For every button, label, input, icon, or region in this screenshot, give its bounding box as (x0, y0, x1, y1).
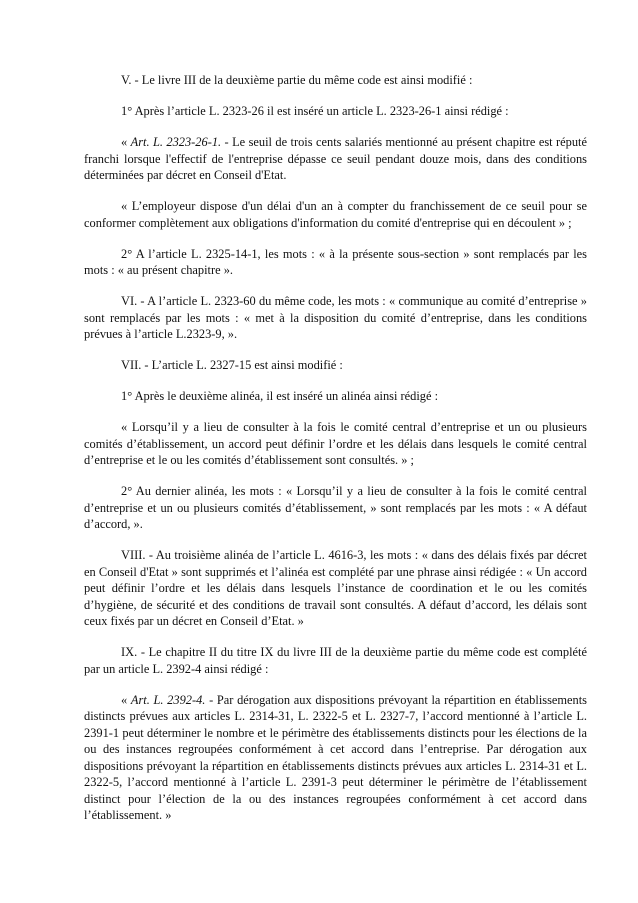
document-body (84, 72, 587, 838)
paragraph-article-l2323-26-1 (84, 134, 587, 184)
paragraph-text: 1° Après l’article L. 2323-26 il est inséré un article L. 2323-26-1 ainsi rédigé : (121, 104, 509, 118)
paragraph-vii-2 (84, 483, 587, 533)
paragraph-text: « Lorsqu’il y a lieu de consulter à la fois le comité central d’entreprise et un ou plusieurs comités d’établissement, un accord peut définir l’ordre et les délais dans lesquels le comité central d’entreprise et le ou les comités d’établissement sont consultés. » ; (84, 420, 587, 467)
paragraph-v-2 (84, 246, 587, 279)
article-heading: Art. L. 2323-26-1. (130, 135, 222, 149)
paragraph-text: « L’employeur dispose d'un délai d'un an à compter du franchissement de ce seuil pour se conformer complètement aux obligations d'information du comité d'entreprise qui en découlent » ; (84, 199, 587, 230)
paragraph-text: - Par dérogation aux dispositions prévoyant la répartition en établissements distincts prévues aux articles L. 2314-31, L. 2322-5 et L. 2327-7, l’accord mentionné à l’article L. 2391-1 peut déterminer le nombre et le périmètre des établissements distincts pour les élections de la ou des instances regroupées conformément à cet accord dans l’entreprise. Par dérogation aux dispositions prévoyant la répartition en établissements distincts prévues aux articles L. 2314-31 et L. 2322-5, l’accord mentionné à l’article L. 2391-3 peut déterminer le périmètre de l’établissement distinct pour l’élection de la ou des instances regroupées conformément à cet accord dans l’établissement. » (84, 692, 588, 822)
paragraph-article-l2392-4 (84, 692, 587, 824)
paragraph-vii (84, 357, 587, 374)
paragraph-text: 1° Après le deuxième alinéa, il est inséré un alinéa ainsi rédigé : (121, 389, 439, 403)
paragraph-vi (84, 293, 587, 343)
paragraph-text: 2° Au dernier alinéa, les mots : « Lorsqu’il y a lieu de consulter à la fois le comité central d’entreprise et un ou plusieurs comités d’établissement, » sont remplacés par les mots : « A défaut d’accord, ». (84, 484, 587, 531)
quote-open: « (121, 135, 131, 149)
paragraph-text: VII. - L’article L. 2327-15 est ainsi modifié : (121, 358, 343, 372)
quote-open: « (121, 692, 131, 707)
paragraph-viii (84, 547, 587, 630)
paragraph-text: VI. - A l’article L. 2323-60 du même code, les mots : « communique au comité d’entreprise » sont remplacés par les mots : « met à la disposition du comité d’entreprise, dans les conditions prévues à l’article L.2323-9, ». (84, 294, 587, 341)
paragraph-v-1 (84, 103, 587, 120)
paragraph-text: 2° A l’article L. 2325-14-1, les mots : « à la présente sous-section » sont remplacés par les mots : « au présent chapitre ». (84, 246, 587, 277)
paragraph-ix (84, 644, 587, 677)
paragraph-text: - Le seuil de trois cents salariés mentionné au présent chapitre est réputé franchi lorsque l'effectif de l'entreprise dépasse ce seuil pendant douze mois, dans des conditions déterminées par décret en Conseil d'Etat. (84, 135, 587, 182)
article-heading: Art. L. 2392-4. (130, 692, 206, 707)
paragraph-text: V. - Le livre III de la deuxième partie du même code est ainsi modifié : (121, 73, 473, 87)
paragraph-consultation-accord (84, 419, 587, 469)
paragraph-text: VIII. - Au troisième alinéa de l’article L. 4616-3, les mots : « dans des délais fixés par décret en Conseil d'Etat » sont supprimés et l’alinéa est complété par une phrase ainsi rédigée : « Un accord peut définir l’ordre et les délais dans lesquels l’instance de coordination et le ou les comités d’hygiène, de sécurité et des conditions de travail sont consultés. A défaut d’accord, les délais sont ceux fixés par un décret en Conseil d’Etat. » (84, 548, 587, 628)
paragraph-vii-1 (84, 388, 587, 405)
paragraph-employeur-delai (84, 198, 587, 231)
paragraph-v (84, 72, 587, 89)
paragraph-text: IX. - Le chapitre II du titre IX du livre III de la deuxième partie du même code est complété par un article L. 2392-4 ainsi rédigé : (84, 645, 587, 676)
